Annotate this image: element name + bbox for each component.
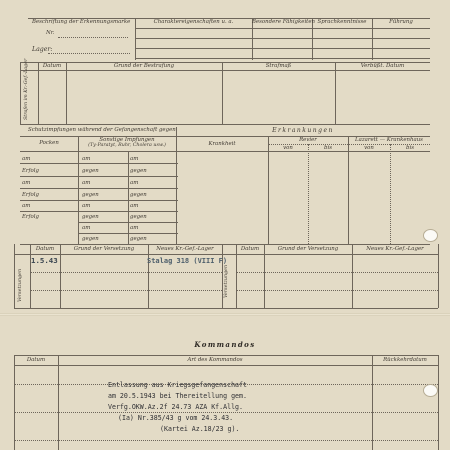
erkr-revier-von: von <box>283 145 293 151</box>
impf-row: am <box>22 156 31 162</box>
impf-row: gegen <box>82 236 99 242</box>
impf-row: gegen <box>82 168 99 174</box>
rule <box>135 38 430 39</box>
rule <box>20 62 21 124</box>
rule <box>372 355 373 450</box>
col-sprachen: Sprachkenntnisse <box>317 19 367 25</box>
versetzungen-side-right: Versetzungen <box>224 264 229 298</box>
impf-row: gegen <box>130 214 147 220</box>
rule <box>390 144 391 244</box>
rule <box>14 355 438 356</box>
rule <box>66 62 67 124</box>
kom-art: Art des Kommandos <box>187 357 243 363</box>
rule <box>236 290 438 291</box>
rule <box>438 244 439 308</box>
rule <box>20 200 178 201</box>
rule <box>78 222 178 223</box>
impf-row: am <box>22 203 31 209</box>
rule <box>20 176 178 177</box>
rule <box>14 412 438 413</box>
impf-row: am <box>82 180 91 186</box>
rule <box>236 272 438 273</box>
rule <box>14 254 438 255</box>
impf-title: Schutzimpfungen während der Gefangenschaft gegen <box>28 127 176 133</box>
impf-row: Erfolg <box>22 192 39 198</box>
transfer-camp-stamp: Stalag 318 (VIII F) <box>147 257 228 265</box>
strafen-strafmass: Strafmaß <box>265 63 292 69</box>
rule <box>135 28 430 29</box>
rule <box>14 355 15 450</box>
impf-row: Erfolg <box>22 168 39 174</box>
kom-rueck: Rückkehrdatum <box>383 357 427 363</box>
vers-datum-left: Datum <box>35 246 55 252</box>
impf-row: am <box>82 156 91 162</box>
versetzungen-side-left: Versetzungen <box>18 268 23 302</box>
vers-grund-left: Grund der Versetzung <box>73 246 135 252</box>
rule <box>264 244 265 308</box>
erkrankungen-title: Erkrankungen <box>272 127 334 134</box>
rule <box>30 244 31 308</box>
impf-row: am <box>130 225 139 231</box>
impf-row: am <box>130 180 139 186</box>
lager-line <box>48 53 130 54</box>
rule <box>20 244 430 245</box>
col-fuehrung: Führung <box>389 19 413 25</box>
vers-grund-right: Grund der Versetzung <box>277 246 339 252</box>
erkr-lazarett: Lazarett — Krankenhaus <box>355 137 423 143</box>
rule <box>30 290 222 291</box>
typed-line: Verfg.OKW.Az.2f 24.73 AZA Kf.Allg. <box>108 403 243 411</box>
rule <box>60 244 61 308</box>
nr-label: Nr. <box>46 30 55 36</box>
rule <box>38 62 39 124</box>
punch-hole <box>423 229 438 242</box>
rule <box>222 244 223 308</box>
strafen-grund: Grund der Bestrafung <box>113 63 175 69</box>
transfer-date-stamp: 1.5.43 <box>31 256 58 265</box>
lager-label: Lager: <box>32 46 53 53</box>
vers-neues-right: Neues Kr.-Gef.-Lager <box>366 246 424 252</box>
typed-line: Entlassung aus Kriegsgefangenschaft <box>108 381 247 389</box>
rule <box>135 48 430 49</box>
punch-hole <box>423 384 438 397</box>
rule <box>78 233 178 234</box>
rule <box>20 188 178 189</box>
rule <box>30 272 222 273</box>
page-fold <box>0 313 450 316</box>
rule <box>348 136 349 244</box>
rule <box>20 124 430 125</box>
strafen-side-label: Strafen im Kr.-Gef.-Lager <box>24 58 29 120</box>
impf-pocken: Pocken <box>39 140 59 146</box>
typed-line: am 20.5.1943 bei Thereitellung gem. <box>108 392 247 400</box>
rule <box>20 151 430 152</box>
impf-row: am <box>130 156 139 162</box>
impf-row: am <box>82 225 91 231</box>
rule <box>352 244 353 308</box>
impf-sonstige-sub: (Ty-Paratyt, Ruhr, Cholera usw.) <box>88 143 166 148</box>
impf-row: gegen <box>130 236 147 242</box>
rule <box>20 211 178 212</box>
kom-datum: Datum <box>26 357 46 363</box>
rule <box>14 308 438 309</box>
erkr-krankheit: Krankheit <box>208 141 236 147</box>
rule <box>128 151 129 244</box>
erkr-laz-bis: bis <box>406 145 414 151</box>
erkr-laz-von: von <box>364 145 374 151</box>
impf-row: am <box>22 180 31 186</box>
erkr-revier: Revier <box>299 137 317 143</box>
col-erkennungsmarke: Beschriftung der Erkennungsmarke <box>32 19 131 25</box>
erkr-revier-bis: bis <box>324 145 332 151</box>
rule <box>335 62 336 124</box>
rule <box>58 355 59 450</box>
rule <box>438 355 439 450</box>
impf-row: gegen <box>130 168 147 174</box>
vers-datum-right: Datum <box>240 246 260 252</box>
rule <box>148 244 149 308</box>
rule <box>14 244 15 308</box>
rule <box>268 136 269 244</box>
rule <box>236 244 237 308</box>
rule <box>308 144 309 244</box>
impf-row: gegen <box>82 214 99 220</box>
vers-neues-left: Neues Kr.-Gef.-Lager <box>156 246 214 252</box>
impf-row: am <box>82 203 91 209</box>
kommandos-title: Kommandos <box>194 340 256 349</box>
impf-row: gegen <box>82 192 99 198</box>
strafen-verbuesst: Verbüßt. Datum <box>360 63 405 69</box>
rule <box>14 365 438 366</box>
col-faehigkeiten: Besondere Fähigkeiten <box>252 19 315 25</box>
typed-line: (Kartei Az.18/23 g). <box>160 425 240 433</box>
impf-sonstige: Sonstige Impfungen <box>99 137 155 143</box>
strafen-datum: Datum <box>42 63 62 69</box>
rule <box>222 62 223 124</box>
impf-row: gegen <box>130 192 147 198</box>
rule <box>78 136 79 244</box>
rule <box>135 58 430 59</box>
typed-line: (Ia) Nr.385/43 g vom 24.3.43. <box>118 414 234 422</box>
nr-line <box>58 37 128 38</box>
impf-row: am <box>130 203 139 209</box>
rule <box>14 440 438 441</box>
col-charakter: Charaktereigenschaften u. a. <box>153 19 234 25</box>
impf-row: Erfolg <box>22 214 39 220</box>
rule <box>20 163 178 164</box>
rule <box>20 70 430 71</box>
